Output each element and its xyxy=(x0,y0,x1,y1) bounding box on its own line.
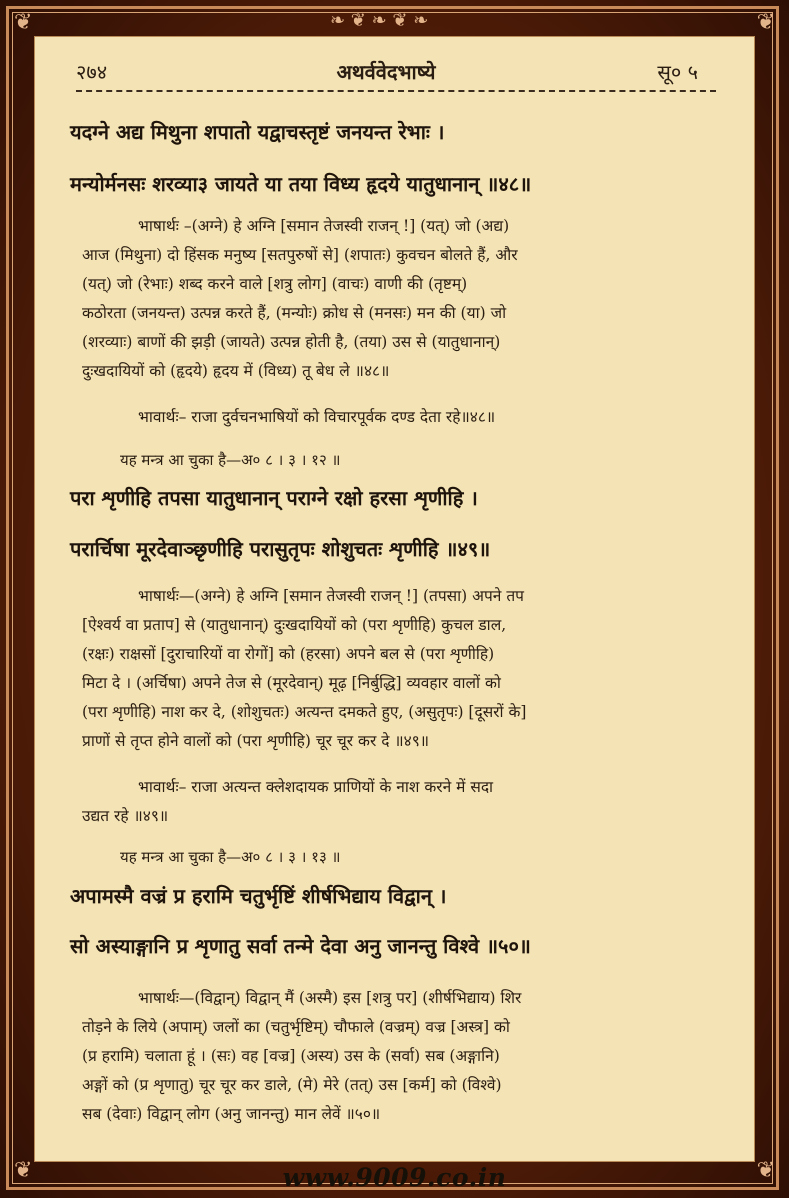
mantra-48-line-1: यदग्ने अद्य मिथुना शपातो यद्वाचस्तृष्टं जनयन्त रेभाः । xyxy=(70,120,445,144)
text-line: (शरव्याः) बाणों की झड़ी (जायते) उत्पन्न होती है, (तया) उस से (यातुधानान्) xyxy=(82,333,501,351)
text-line: दुःखदायियों को (हृदये) हृदय में (विध्य) तू बेध ले ॥४८॥ xyxy=(82,362,390,380)
ornament-top-center-icon: ❧ ❦ ❧ ❦ ❧ xyxy=(330,10,429,31)
sukta-number: सू० ५ xyxy=(657,60,698,84)
page-header xyxy=(50,56,722,86)
text-line: अङ्गों को (प्र शृणातु) चूर चूर कर डाले, (मे) मेरे (तत्) उस [कर्म] को (विश्वे) xyxy=(82,1076,502,1094)
bhashartha-49 xyxy=(82,582,712,756)
text-line: उद्यत रहे ॥४९॥ xyxy=(82,807,169,825)
ornament-bottom-right-icon: ❦ xyxy=(756,1158,775,1183)
bhavartha-48 xyxy=(82,403,712,432)
text-line: भाषार्थः –(अग्ने) हे अग्नि [समान तेजस्वी राजन् !] (यत्) जो (अद्य) xyxy=(138,217,510,235)
text-line: भाषार्थः—(अग्ने) हे अग्नि [समान तेजस्वी राजन् !] (तपसा) अपने तप xyxy=(138,587,524,605)
page-title: अथर्ववेदभाष्ये xyxy=(336,60,436,84)
website-footer: www.9009.co.in xyxy=(282,1163,507,1192)
mantra-49-line-2: परार्चिषा मूरदेवाञ्छृणीहि परासुतृपः शोशुचतः शृणीहि ॥४९॥ xyxy=(70,537,491,561)
text-line: सब (देवाः) विद्वान् लोग (अनु जानन्तु) मान लेवें ॥५०॥ xyxy=(82,1105,381,1123)
mantra-50-line-2: सो अस्याङ्गानि प्र शृणातु सर्वा तन्मे देवा अनु जानन्तु विश्वे ॥५०॥ xyxy=(70,934,531,958)
text-line: प्राणों से तृप्त होने वालों को (परा शृणीहि) चूर चूर कर दे ॥४९॥ xyxy=(82,732,430,750)
header-divider xyxy=(76,90,716,92)
bhashartha-50 xyxy=(82,984,712,1129)
text-line: कठोरता (जनयन्त) उत्पन्न करते हैं, (मन्योः) क्रोध से (मनसः) मन की (या) जो xyxy=(82,304,507,322)
mantra-50-line-1: अपामस्मै वज्रं प्र हरामि चतुर्भृष्टिं शीर्षभिद्याय विद्वान् । xyxy=(70,884,447,908)
reference-49: यह मन्त्र आ चुका है—अ० ८ । ३ । १३ ॥ xyxy=(120,848,341,866)
text-line: तोड़ने के लिये (अपाम्) जलों का (चतुर्भृष्टिम्) चौफाले (वज्रम्) वज्र [अस्त्र] को xyxy=(82,1018,510,1036)
ornament-top-right-icon: ❦ xyxy=(756,10,775,35)
text-line: (रक्षः) राक्षसों [दुराचारियों वा रोगों] को (हरसा) अपने बल से (परा शृणीहि) xyxy=(82,645,495,663)
bhashartha-48 xyxy=(82,212,712,386)
ornament-top-left-icon: ❦ xyxy=(14,10,33,35)
bhavartha-49 xyxy=(82,773,712,831)
text-line: [ऐश्वर्य वा प्रताप] से (यातुधानान्) दुःखदायियों को (परा शृणीहि) कुचल डाल, xyxy=(82,616,507,634)
text-line: मिटा दे । (अर्चिषा) अपने तेज से (मूरदेवान्) मूढ़ [निर्बुद्धि] व्यवहार वालों को xyxy=(82,674,501,692)
page-number: २७४ xyxy=(76,60,108,84)
text-line: (यत्) जो (रेभाः) शब्द करने वाले [शत्रु लोग] (वाचः) वाणी की (तृष्टम्) xyxy=(82,275,468,293)
text-line: भाषार्थः—(विद्वान्) विद्वान् मैं (अस्मै) इस [शत्रु पर] (शीर्षभिद्याय) शिर xyxy=(138,989,522,1007)
text-line: (परा शृणीहि) नाश कर दे, (शोशुचतः) अत्यन्त दमकते हुए, (असुतृपः) [दूसरों के] xyxy=(82,703,527,721)
mantra-49-line-1: परा शृणीहि तपसा यातुधानान् पराग्ने रक्षो हरसा शृणीहि । xyxy=(70,486,478,510)
text-line: भावार्थः– राजा दुर्वचनभाषियों को विचारपूर्वक दण्ड देता रहे॥४८॥ xyxy=(138,408,496,426)
ornament-bottom-left-icon: ❦ xyxy=(14,1158,33,1183)
text-line: (प्र हरामि) चलाता हूं । (सः) वह [वज्र] (अस्य) उस के (सर्वा) सब (अङ्गानि) xyxy=(82,1047,500,1065)
reference-48: यह मन्त्र आ चुका है—अ० ८ । ३ । १२ ॥ xyxy=(120,451,341,469)
mantra-48-line-2: मन्योर्मनसः शरव्या३ जायते या तया विध्य हृदये यातुधानान् ॥४८॥ xyxy=(70,172,532,196)
text-line: आज (मिथुना) दो हिंसक मनुष्य [सतपुरुषों से] (शपातः) कुवचन बोलते हैं, और xyxy=(82,246,518,264)
text-line: भावार्थः– राजा अत्यन्त क्लेशदायक प्राणियों के नाश करने में सदा xyxy=(138,778,494,796)
